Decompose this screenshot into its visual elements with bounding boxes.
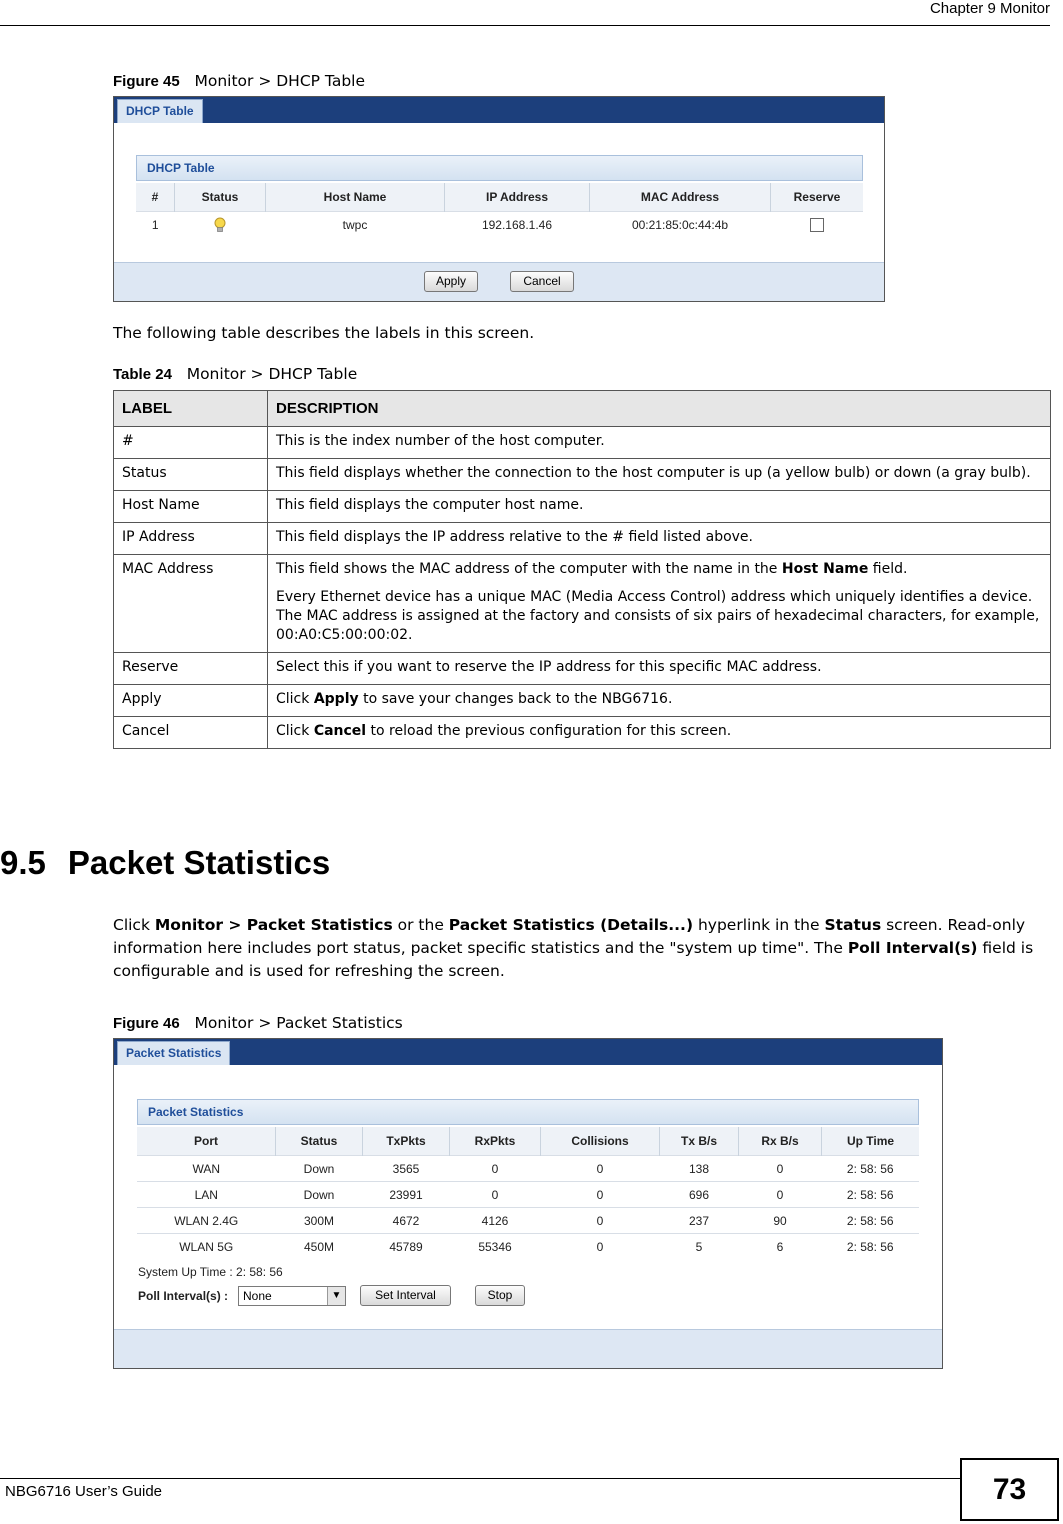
row-description: This is the index number of the host computer. xyxy=(268,427,1051,459)
row-label: # xyxy=(114,427,268,459)
cell-collisions: 0 xyxy=(541,1182,660,1208)
cell-tx-bps: 696 xyxy=(660,1182,739,1208)
tab-packet-statistics[interactable]: Packet Statistics xyxy=(117,1041,230,1065)
label-column-header: LABEL xyxy=(114,391,268,427)
col-port: Port xyxy=(137,1127,276,1156)
text-run: Click xyxy=(276,691,314,707)
packet-statistics-section-title: Packet Statistics xyxy=(137,1099,919,1125)
cell-rx-bps: 0 xyxy=(739,1156,822,1182)
row-label: MAC Address xyxy=(114,555,268,653)
chapter-header: Chapter 9 Monitor xyxy=(929,0,1050,17)
table-row xyxy=(137,1182,919,1208)
bold-term: Monitor > Packet Statistics xyxy=(154,916,393,934)
text-run: or the xyxy=(392,916,449,934)
row-label: Reserve xyxy=(114,653,268,685)
col-reserve: Reserve xyxy=(771,183,864,212)
dhcp-table-screenshot xyxy=(113,96,885,302)
row-label: Status xyxy=(114,459,268,491)
section-number: 9.5 xyxy=(0,844,46,881)
cell-port: WLAN 2.4G xyxy=(137,1208,276,1234)
col-up-time: Up Time xyxy=(822,1127,920,1156)
description-column-header: DESCRIPTION xyxy=(268,391,1051,427)
table-row xyxy=(114,555,1051,653)
cell-rxpkts: 0 xyxy=(450,1182,541,1208)
bold-term: Cancel xyxy=(313,723,367,739)
row-description xyxy=(268,717,1051,749)
cell-tx-bps: 5 xyxy=(660,1234,739,1260)
row-label: Apply xyxy=(114,685,268,717)
row-description: This field displays the computer host name. xyxy=(268,491,1051,523)
section-heading xyxy=(0,844,330,882)
cell-up-time: 2: 58: 56 xyxy=(822,1234,920,1260)
row-label: Cancel xyxy=(114,717,268,749)
cell-txpkts: 23991 xyxy=(363,1182,450,1208)
table-24-caption xyxy=(113,365,357,383)
text-run: This field shows the MAC address of the computer with the name in the xyxy=(276,561,782,577)
cell-collisions: 0 xyxy=(541,1234,660,1260)
button-bar xyxy=(114,262,884,301)
set-interval-button[interactable]: Set Interval xyxy=(360,1285,451,1306)
dhcp-table-section-title: DHCP Table xyxy=(136,155,863,181)
row-description xyxy=(268,685,1051,717)
text-run: screen. Read-only information here includes port status, packet specific statistics and the "system up time". The xyxy=(113,916,1026,957)
text-run: field is configurable and is used for refreshing the screen. xyxy=(113,939,1034,980)
footer-rule xyxy=(0,1478,960,1479)
stats-header-row xyxy=(137,1127,919,1156)
stop-button[interactable]: Stop xyxy=(475,1285,525,1306)
row-status xyxy=(175,212,266,238)
yellow-bulb-icon xyxy=(214,217,226,233)
table-row xyxy=(114,427,1051,459)
table-row xyxy=(137,1208,919,1234)
bold-term: Apply xyxy=(313,691,359,707)
bold-term: Host Name xyxy=(781,561,869,577)
col-status: Status xyxy=(276,1127,363,1156)
cell-up-time: 2: 58: 56 xyxy=(822,1208,920,1234)
apply-button[interactable]: Apply xyxy=(424,271,478,292)
table-row xyxy=(137,1234,919,1260)
system-up-time: System Up Time : 2: 58: 56 xyxy=(138,1265,283,1279)
packet-statistics-table xyxy=(137,1127,919,1259)
col-ip-address: IP Address xyxy=(445,183,590,212)
cell-rx-bps: 6 xyxy=(739,1234,822,1260)
cell-txpkts: 45789 xyxy=(363,1234,450,1260)
cell-rx-bps: 0 xyxy=(739,1182,822,1208)
poll-interval-select[interactable] xyxy=(238,1286,346,1306)
cell-port: WAN xyxy=(137,1156,276,1182)
figure-46-title: Monitor > Packet Statistics xyxy=(194,1014,403,1032)
table-24-title: Monitor > DHCP Table xyxy=(186,365,358,383)
figure-45-caption xyxy=(113,72,365,90)
button-bar xyxy=(114,1329,942,1368)
cell-tx-bps: 237 xyxy=(660,1208,739,1234)
cell-rxpkts: 0 xyxy=(450,1156,541,1182)
cell-port: LAN xyxy=(137,1182,276,1208)
table-row xyxy=(136,212,863,238)
cell-port: WLAN 5G xyxy=(137,1234,276,1260)
bold-term: Status xyxy=(824,916,882,934)
text-run: hyperlink in the xyxy=(693,916,825,934)
table-row xyxy=(114,523,1051,555)
text-run: field. xyxy=(868,561,908,577)
row-mac-address: 00:21:85:0c:44:4b xyxy=(590,212,771,238)
title-bar xyxy=(114,97,884,123)
row-description: This field displays whether the connection to the host computer is up (a yellow bulb) or down (a gray bulb). xyxy=(268,459,1051,491)
cell-tx-bps: 138 xyxy=(660,1156,739,1182)
table-row xyxy=(114,685,1051,717)
figure-46-caption xyxy=(113,1014,403,1032)
cancel-button[interactable]: Cancel xyxy=(510,271,574,292)
poll-interval-value: None xyxy=(243,1289,272,1303)
table-24-label: Table 24 xyxy=(113,366,172,383)
section-paragraph xyxy=(113,914,1048,983)
poll-interval-label: Poll Interval(s) : xyxy=(138,1289,229,1303)
bold-term: Packet Statistics (Details...) xyxy=(448,916,694,934)
dhcp-table xyxy=(136,183,863,237)
figure-46-label: Figure 46 xyxy=(113,1015,180,1032)
cell-txpkts: 3565 xyxy=(363,1156,450,1182)
row-host-name: twpc xyxy=(266,212,445,238)
cell-collisions: 0 xyxy=(541,1208,660,1234)
row-index: 1 xyxy=(136,212,175,238)
text-run: to reload the previous configuration for this screen. xyxy=(366,723,732,739)
col-status: Status xyxy=(175,183,266,212)
text-run: Click xyxy=(113,916,155,934)
table-header-row xyxy=(114,391,1051,427)
row-label: IP Address xyxy=(114,523,268,555)
guide-name: NBG6716 User’s Guide xyxy=(5,1483,163,1500)
cell-up-time: 2: 58: 56 xyxy=(822,1156,920,1182)
col-mac-address: MAC Address xyxy=(590,183,771,212)
dhcp-table-header-row xyxy=(136,183,863,212)
bold-term: Poll Interval(s) xyxy=(847,939,978,957)
row-label: Host Name xyxy=(114,491,268,523)
cell-status: 300M xyxy=(276,1208,363,1234)
row-description: This field displays the IP address relative to the # field listed above. xyxy=(268,523,1051,555)
header-rule xyxy=(0,25,1050,26)
col-tx-bps: Tx B/s xyxy=(660,1127,739,1156)
mac-description-line xyxy=(276,560,1042,579)
col-rx-bps: Rx B/s xyxy=(739,1127,822,1156)
figure-45-title: Monitor > DHCP Table xyxy=(194,72,365,90)
page-number: 73 xyxy=(960,1458,1059,1521)
cell-status: 450M xyxy=(276,1234,363,1260)
table-row xyxy=(114,459,1051,491)
cell-rxpkts: 55346 xyxy=(450,1234,541,1260)
cell-up-time: 2: 58: 56 xyxy=(822,1182,920,1208)
col-collisions: Collisions xyxy=(541,1127,660,1156)
label-description-table xyxy=(113,390,1051,749)
table-row xyxy=(137,1156,919,1182)
table-row xyxy=(114,717,1051,749)
col-rxpkts: RxPkts xyxy=(450,1127,541,1156)
text-run: to save your changes back to the NBG6716. xyxy=(358,691,673,707)
section-title: Packet Statistics xyxy=(67,844,331,881)
cell-rx-bps: 90 xyxy=(739,1208,822,1234)
cell-status: Down xyxy=(276,1182,363,1208)
tab-dhcp-table[interactable]: DHCP Table xyxy=(117,99,203,123)
row-description: Select this if you want to reserve the IP address for this specific MAC address. xyxy=(268,653,1051,685)
mac-description-detail: Every Ethernet device has a unique MAC (Media Access Control) address which uniquely identifies a device. The MAC address is assigned at the factory and consists of six pairs of hexadecimal characters, for example, 00:A0:C5:00:00:02. xyxy=(276,589,1040,643)
packet-statistics-screenshot xyxy=(113,1038,943,1369)
intro-paragraph: The following table describes the labels in this screen. xyxy=(113,324,535,342)
table-row xyxy=(114,491,1051,523)
cell-txpkts: 4672 xyxy=(363,1208,450,1234)
figure-45-label: Figure 45 xyxy=(113,73,180,90)
col-index: # xyxy=(136,183,175,212)
title-bar xyxy=(114,1039,942,1065)
text-run: Click xyxy=(276,723,314,739)
cell-collisions: 0 xyxy=(541,1156,660,1182)
cell-rxpkts: 4126 xyxy=(450,1208,541,1234)
reserve-checkbox[interactable] xyxy=(810,218,824,232)
row-description xyxy=(268,555,1051,653)
table-row xyxy=(114,653,1051,685)
row-ip-address: 192.168.1.46 xyxy=(445,212,590,238)
row-reserve xyxy=(771,212,864,238)
chevron-down-icon: ▼ xyxy=(327,1287,345,1305)
col-txpkts: TxPkts xyxy=(363,1127,450,1156)
col-host-name: Host Name xyxy=(266,183,445,212)
cell-status: Down xyxy=(276,1156,363,1182)
